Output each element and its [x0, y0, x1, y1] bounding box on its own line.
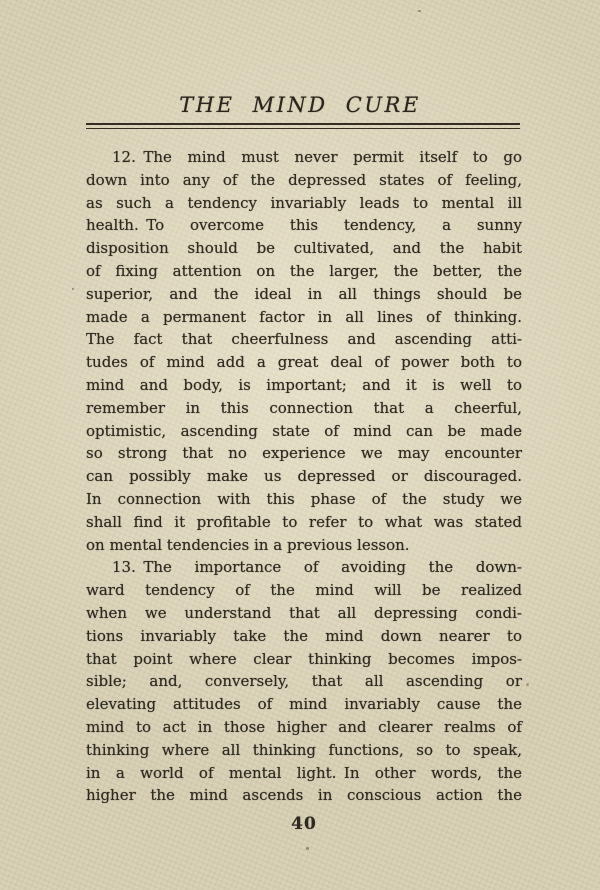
text-line: as such a tendency invariably leads to mental ill [86, 193, 522, 212]
text-line: tions invariably take the mind down nearer to [86, 626, 522, 645]
text-line: of fixing attention on the larger, the better, the [86, 261, 522, 280]
paper-speck [72, 288, 74, 290]
text-line: so strong that no experience we may encounter [86, 444, 522, 463]
text-line: sible; and, conversely, that all ascending or [86, 672, 522, 691]
text-line: The fact that cheerfulness and ascending atti- [86, 330, 522, 349]
page-body-text [86, 146, 522, 807]
paragraph-13 [86, 556, 522, 807]
text-line: when we understand that all depressing condi- [86, 603, 522, 622]
text-line: thinking where all thinking functions, so to speak, [86, 740, 522, 759]
text-line: disposition should be cultivated, and the habit [86, 239, 522, 258]
text-line: mind and body, is important; and it is well to [86, 375, 522, 394]
text-line: tudes of mind add a great deal of power both to [86, 353, 522, 372]
text-line: ward tendency of the mind will be realized [86, 581, 522, 600]
text-line: mind to act in those higher and clearer realms of [86, 717, 522, 736]
text-line: In connection with this phase of the study we [86, 489, 522, 508]
paper-speck [526, 683, 529, 686]
text-line: that point where clear thinking becomes impos- [86, 649, 522, 668]
text-line: health. To overcome this tendency, a sunny [86, 216, 522, 235]
text-line: 13. The importance of avoiding the down- [112, 558, 522, 577]
text-line: can possibly make us depressed or discouraged. [86, 467, 522, 486]
text-line: superior, and the ideal in all things should be [86, 284, 522, 303]
text-line: down into any of the depressed states of feeling, [86, 170, 522, 189]
text-line: on mental tendencies in a previous lesson. [86, 535, 410, 554]
text-line: 12. The mind must never permit itself to go [112, 148, 522, 166]
text-line: made a permanent factor in all lines of thinking. [86, 307, 522, 326]
text-line: higher the mind ascends in conscious action the [86, 786, 522, 805]
header-double-rule [86, 123, 520, 129]
paragraph-12 [86, 146, 522, 556]
text-line: optimistic, ascending state of mind can be made [86, 421, 522, 440]
page-number: 40 [291, 814, 317, 834]
text-line: in a world of mental light. In other words, the [86, 763, 522, 782]
text-line: elevating attitudes of mind invariably cause the [86, 695, 522, 714]
running-header: THE MIND CURE [179, 93, 421, 117]
text-line: shall find it profitable to refer to what was stated [86, 512, 522, 531]
text-line: remember in this connection that a cheerful, [86, 398, 522, 417]
paper-speck [418, 10, 421, 12]
paper-speck [306, 847, 309, 850]
